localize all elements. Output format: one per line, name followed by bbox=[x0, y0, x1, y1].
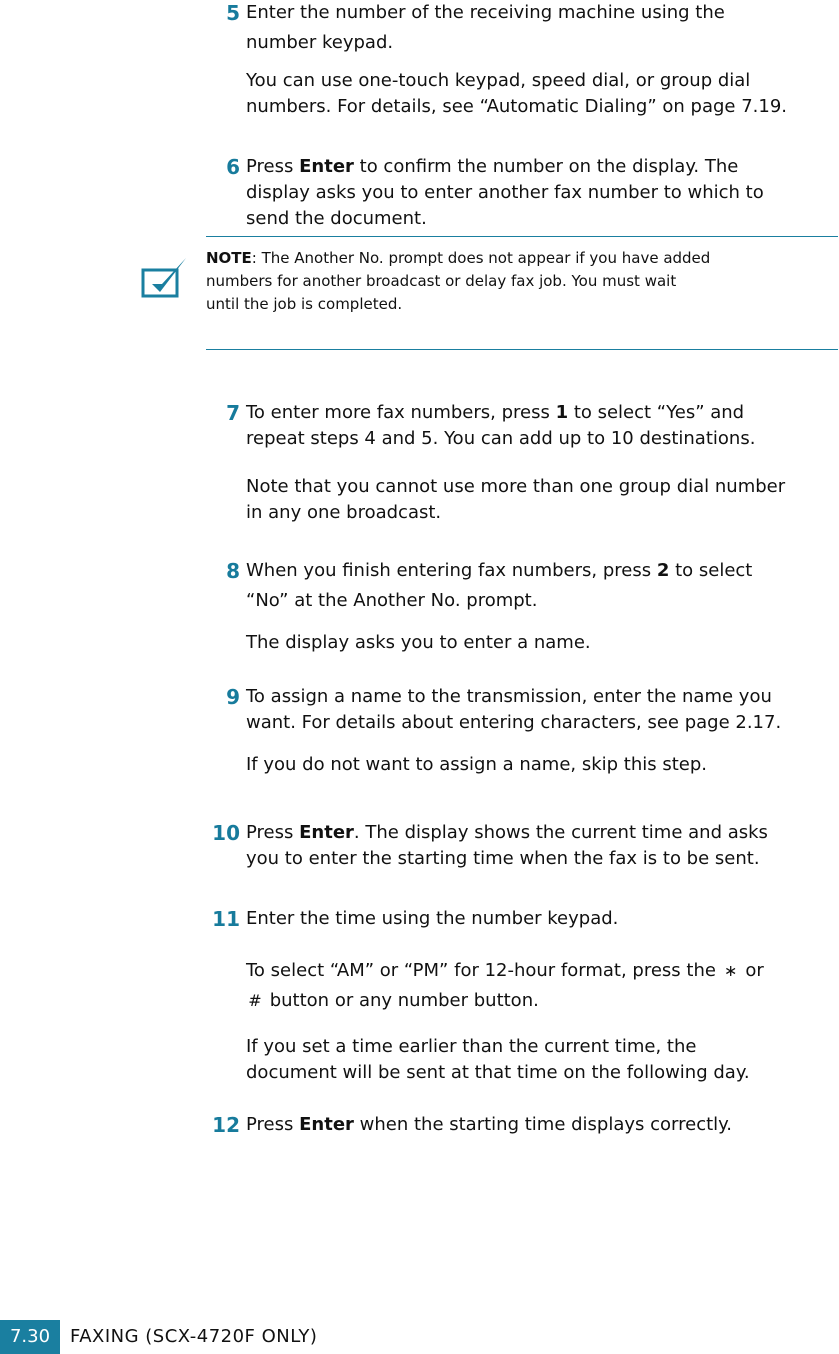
text-run: Press bbox=[246, 822, 300, 843]
text-line bbox=[246, 1112, 839, 1138]
text-line: numbers. For details, see “Automatic Dialing” on page 7.19. bbox=[246, 96, 788, 117]
text-run: when the starting time displays correctly. bbox=[353, 1114, 732, 1135]
step-number: 10 bbox=[212, 821, 240, 845]
text-run: When you finish entering fax numbers, press bbox=[246, 560, 657, 581]
text-line bbox=[246, 154, 839, 180]
step-text bbox=[246, 906, 839, 932]
step-number: 5 bbox=[226, 1, 240, 25]
star-key-icon: ∗ bbox=[723, 961, 738, 980]
text-line: If you do not want to assign a name, skip this step. bbox=[246, 754, 708, 775]
text-line: Enter the time using the number keypad. bbox=[246, 908, 619, 929]
text-line: Note that you cannot use more than one group dial number bbox=[246, 476, 786, 497]
text-line bbox=[246, 820, 839, 846]
text-line: The display asks you to enter a name. bbox=[246, 632, 591, 653]
text-run: To select “AM” or “PM” for 12-hour format, press the bbox=[246, 960, 716, 981]
text-run: : The Another No. prompt does not appear if you have added bbox=[251, 249, 711, 267]
step-number: 8 bbox=[226, 559, 240, 583]
step-text bbox=[246, 474, 839, 526]
running-footer-title: FAXING (SCX-4720F ONLY) bbox=[70, 1326, 318, 1347]
key-enter: Enter bbox=[299, 156, 354, 177]
text-line: want. For details about entering characters, see page 2.17. bbox=[246, 712, 782, 733]
text-line bbox=[246, 988, 839, 1014]
key-1: 1 bbox=[555, 402, 569, 423]
page-number: 7.30 bbox=[0, 1320, 60, 1354]
key-enter: Enter bbox=[299, 1114, 354, 1135]
note-label: NOTE bbox=[206, 249, 252, 267]
step-text bbox=[246, 154, 839, 232]
text-line: To assign a name to the transmission, enter the name you bbox=[246, 686, 772, 707]
note-text bbox=[206, 247, 710, 316]
step-number: 9 bbox=[226, 685, 240, 709]
key-enter: Enter bbox=[299, 822, 354, 843]
text-run: . The display shows the current time and asks bbox=[353, 822, 768, 843]
step-number: 7 bbox=[226, 401, 240, 425]
step-text bbox=[246, 68, 839, 120]
text-line: in any one broadcast. bbox=[246, 502, 442, 523]
text-run: or bbox=[745, 960, 764, 981]
text-run: Press bbox=[246, 156, 300, 177]
step-text bbox=[246, 1112, 839, 1138]
text-run: button or any number button. bbox=[264, 990, 539, 1011]
text-line: repeat steps 4 and 5. You can add up to 10 destinations. bbox=[246, 428, 756, 449]
text-line: send the document. bbox=[246, 208, 427, 229]
step-text bbox=[246, 752, 839, 778]
step-text bbox=[246, 958, 839, 1014]
step-text bbox=[246, 820, 839, 872]
text-line: If you set a time earlier than the current time, the bbox=[246, 1036, 697, 1057]
text-line: You can use one-touch keypad, speed dial, or group dial bbox=[246, 70, 751, 91]
step-text bbox=[246, 400, 839, 452]
note-line: numbers for another broadcast or delay fax job. You must wait bbox=[206, 272, 677, 290]
step-text bbox=[246, 0, 839, 56]
text-run: to confirm the number on the display. The bbox=[353, 156, 739, 177]
step-text bbox=[246, 1034, 839, 1086]
text-line bbox=[246, 558, 839, 584]
step-number: 11 bbox=[212, 907, 240, 931]
text-run: to select bbox=[669, 560, 753, 581]
step-number: 12 bbox=[212, 1113, 240, 1137]
key-2: 2 bbox=[656, 560, 670, 581]
step-text bbox=[246, 558, 839, 614]
step-text bbox=[246, 630, 839, 656]
text-line bbox=[246, 400, 839, 426]
step-number: 6 bbox=[226, 155, 240, 179]
text-run: Press bbox=[246, 1114, 300, 1135]
text-line bbox=[246, 958, 839, 984]
text-line: you to enter the starting time when the fax is to be sent. bbox=[246, 848, 760, 869]
note-line bbox=[206, 247, 710, 270]
note-box bbox=[206, 236, 838, 350]
text-run: To enter more fax numbers, press bbox=[246, 402, 556, 423]
checkbox-check-icon bbox=[140, 256, 192, 298]
text-line: document will be sent at that time on the following day. bbox=[246, 1062, 750, 1083]
text-line: display asks you to enter another fax number to which to bbox=[246, 182, 764, 203]
text-run: to select “Yes” and bbox=[568, 402, 745, 423]
text-line: Enter the number of the receiving machine using the bbox=[246, 2, 725, 23]
step-text bbox=[246, 684, 839, 736]
text-line: “No” at the Another No. prompt. bbox=[246, 590, 538, 611]
note-line: until the job is completed. bbox=[206, 295, 403, 313]
hash-key-icon: # bbox=[248, 991, 262, 1010]
text-line: number keypad. bbox=[246, 32, 394, 53]
